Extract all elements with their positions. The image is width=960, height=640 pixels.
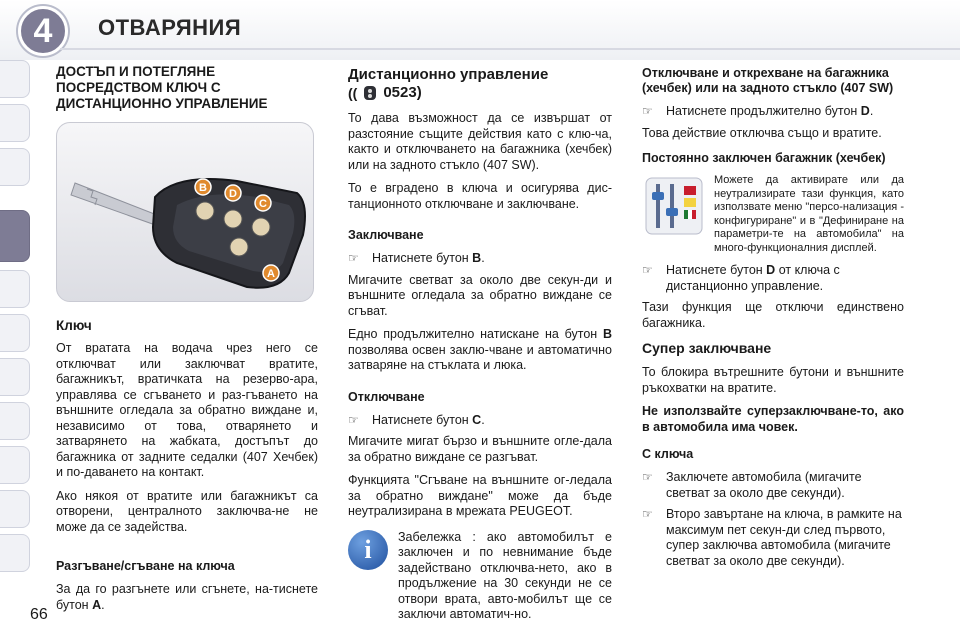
unlock-paragraph-1: Мигачите мигат бързо и външните огле-дала за обратно виждане се разгъват. — [348, 434, 612, 464]
lock-heading: Заключване — [348, 228, 424, 242]
chapter-tab-9[interactable] — [0, 446, 30, 484]
chapter-tab-4-active[interactable] — [0, 210, 30, 262]
with-key-heading: С ключа — [642, 447, 694, 461]
column-1-text — [56, 318, 318, 621]
permanent-lock-block — [642, 174, 904, 263]
key-label-a: A — [267, 268, 275, 280]
chapter-tabs — [0, 60, 34, 620]
column-2 — [348, 66, 612, 631]
super-lock-heading: Супер заключване — [642, 340, 772, 356]
key-label-b: B — [199, 182, 207, 194]
chapter-title: ОТВАРЯНИЯ — [98, 15, 242, 40]
with-key-bullet-2: ☞ Второ завъртане на ключа, в рамките на максимум пет секун-ди след първото, супер заключва автомобила (мигачите светват за около две секунди). — [642, 507, 902, 568]
chapter-tab-7[interactable] — [0, 358, 30, 396]
chapter-number-badge: 4 — [18, 6, 68, 56]
note-text: Забележка : ако автомобилът е заключен и по невнимание бъде задействано отключва-нето, ако в продължение на 30 секунди не се отвори врата, авто-мобилът ще се заключи автоматич-но. — [398, 529, 612, 621]
super-lock-paragraph: То блокира вътрешните бутони и външните ръкохватки на вратите. — [642, 365, 904, 395]
lock-paragraph-1: Мигачите светват за около две секун-ди и външните огледала за обратно виждане се сгъват. — [348, 272, 612, 318]
column-1 — [56, 64, 318, 122]
lock-paragraph-2: Едно продължително натискане на бутон B позволява освен заклю-чване и автоматично затваряне на стъклата и люка. — [348, 327, 612, 372]
key-label-d: D — [229, 188, 237, 200]
unlock-paragraph-2: Функцията "Сгъване на външните ог-ледала за обратно виждане" може да бъде неутрализирана в мрежата PEUGEOT. — [348, 473, 612, 518]
permanent-lock-bullet: ☞ Натиснете бутон D от ключа с дистанционно управление. — [642, 263, 840, 293]
unlock-bullet: ☞ Натиснете бутон C. — [348, 412, 485, 427]
pointing-finger-icon: ☞ — [642, 104, 653, 118]
remote-paragraph-2: То е вградено в ключа и осигурява дис-танционното отключване и заключване. — [348, 181, 612, 211]
permanent-lock-paragraph: Тази функция ще отключи единствено багажника. — [642, 300, 904, 330]
chapter-tab-2[interactable] — [0, 104, 30, 142]
trunk-paragraph: Това действие отключва също и вратите. — [642, 125, 882, 140]
fold-heading: Разгъване/сгъване на ключа — [56, 559, 235, 573]
key-paragraph-2: Ако някоя от вратите или багажникът са отворени, централното заключва-не не може да се задейства. — [56, 488, 318, 534]
header-divider — [60, 48, 960, 50]
column-3 — [642, 66, 904, 575]
pointing-finger-icon: ☞ — [642, 263, 653, 277]
lock-bullet: ☞ Натиснете бутон B. — [348, 251, 485, 265]
chapter-tab-5[interactable] — [0, 270, 30, 308]
chapter-tab-1[interactable] — [0, 60, 30, 98]
pointing-finger-icon: ☞ — [642, 470, 653, 484]
trunk-bullet: ☞ Натиснете продължително бутон D. — [642, 104, 874, 118]
remote-key-small-icon — [361, 84, 379, 102]
remote-paragraph-1: То дава възможност да се извършат от разстояние същите действия като с клю-ча, както и отключването на багажника (хечбек) или на задното стъкло (407 SW). — [348, 111, 612, 172]
pointing-finger-icon: ☞ — [348, 251, 359, 265]
page-number: 66 — [30, 606, 48, 623]
pointing-finger-icon: ☞ — [642, 507, 653, 521]
unlock-heading: Отключване — [348, 389, 425, 404]
key-illustration — [56, 122, 314, 302]
page-header — [0, 0, 960, 60]
key-paragraph-1: От вратата на водача чрез него се отключват или заключват вратите, багажникът, вратичката на резерво-ара, управлява се сгъването и раз-гъването на външните огледала за обратно виждане и, независимо от това, отварянето и затварянето на жабката, достъпът до багажника от задните седалки (407 Хечбек) и по-даването на контакт. — [56, 341, 318, 479]
permanent-lock-heading: Постоянно заключен багажник (хечбек) — [642, 151, 886, 165]
note-box — [348, 530, 612, 631]
permanent-lock-text: Можете да активирате или да неутрализирате тази функция, като използвате меню "персо-нализация - конфигуриране" и в "Дефиниране на параметри-те на автомобила" на много-функционалния дисплей. — [714, 174, 904, 254]
pointing-finger-icon: ☞ — [348, 412, 359, 427]
section-title-access: ДОСТЪП И ПОТЕГЛЯНЕ ПОСРЕДСТВОМ КЛЮЧ С ДИСТАНЦИОННО УПРАВЛЕНИЕ — [56, 64, 268, 111]
chapter-tab-3[interactable] — [0, 148, 30, 186]
remote-control-title: Дистанционно управление (( 0523) — [348, 66, 549, 101]
super-lock-warning: Не използвайте суперзаключване-то, ако в автомобила има човек. — [642, 404, 904, 434]
key-heading: Ключ — [56, 318, 92, 333]
chapter-tab-11[interactable] — [0, 534, 30, 572]
with-key-bullet-1: ☞ Заключете автомобила (мигачите светват за около две секунди). — [642, 470, 862, 500]
chapter-tab-8[interactable] — [0, 402, 30, 440]
remote-key-icon — [57, 123, 314, 302]
fold-button-ref: А — [92, 597, 102, 612]
settings-sliders-icon — [642, 174, 706, 238]
fold-paragraph: За да го разгънете или сгънете, на-тиснете бутон А. — [56, 582, 318, 612]
key-label-c: C — [259, 198, 267, 210]
info-icon: i — [348, 530, 388, 570]
chapter-tab-6[interactable] — [0, 314, 30, 352]
trunk-heading: Отключване и открехване на багажника (хечбек) или на задното стъкло (407 SW) — [642, 66, 894, 95]
wireless-signal-icon: (( — [348, 85, 358, 101]
chapter-tab-10[interactable] — [0, 490, 30, 528]
